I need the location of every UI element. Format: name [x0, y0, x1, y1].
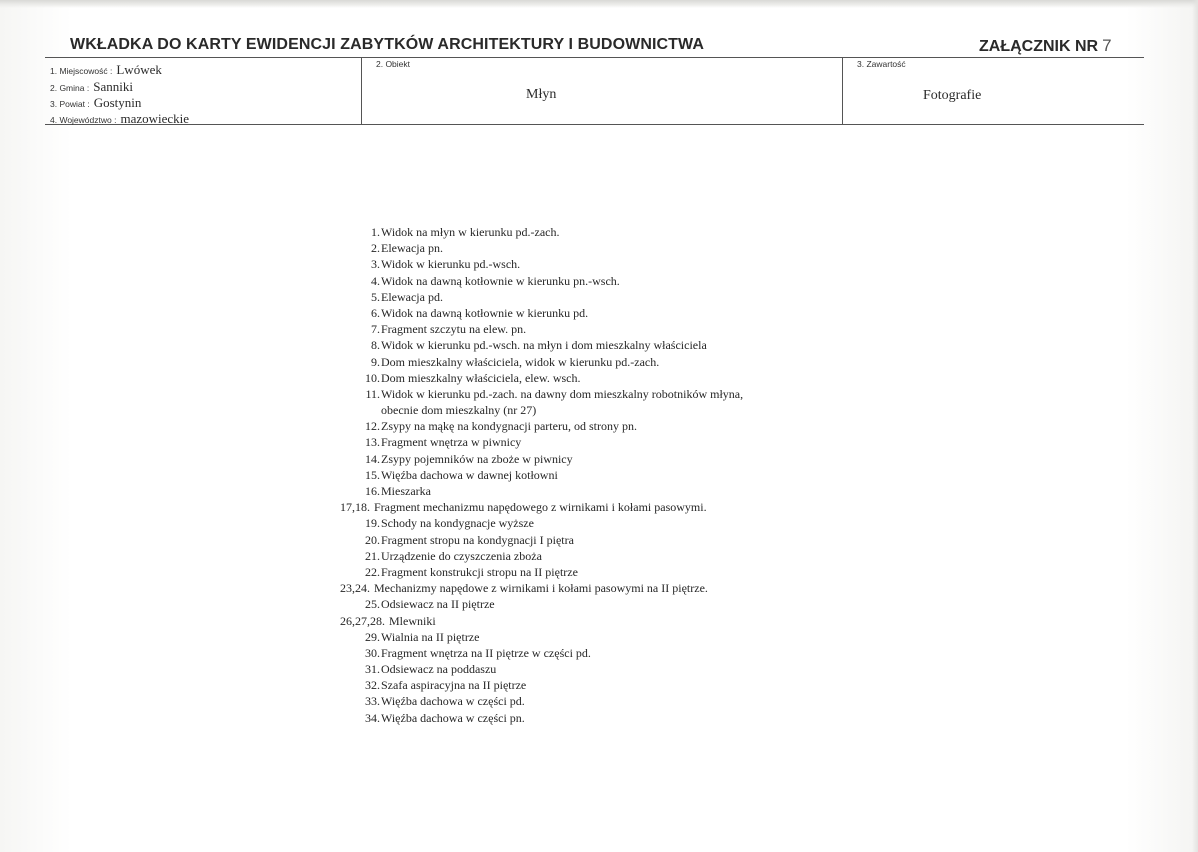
list-item-continuation: [352, 402, 708, 418]
attachment-number: 7: [1102, 36, 1112, 55]
list-item-text: Więźba dachowa w dawnej kotłowni: [381, 467, 558, 482]
list-item-number: 26,27,28.: [340, 613, 385, 628]
list-item-text: Elewacja pd.: [381, 289, 443, 304]
list-item-text: Schody na kondygnacje wyższe: [381, 516, 534, 531]
list-item-number: 25.: [365, 597, 380, 612]
list-item: [352, 532, 708, 548]
list-item-number: 30.: [365, 645, 380, 660]
list-item: [352, 677, 708, 693]
attachment-label-text: ZAŁĄCZNIK NR: [979, 38, 1099, 55]
list-item-text: Fragment wnętrza w piwnicy: [381, 435, 522, 450]
list-item-text: Zsypy na mąkę na kondygnacji parteru, od strony pn.: [381, 419, 637, 434]
list-item-text: Mieszarka: [381, 484, 431, 498]
list-item-number: 34.: [365, 710, 380, 725]
attachment-label: [979, 36, 1112, 56]
list-item-text: Zsypy pojemników na zboże w piwnicy: [381, 451, 573, 466]
column-divider-1: [361, 57, 362, 125]
list-item: [352, 386, 744, 402]
list-item-number: 15.: [365, 467, 380, 482]
list-item: [352, 451, 708, 467]
field-voivodeship: [50, 110, 189, 128]
list-item-number: 3.: [371, 257, 380, 272]
list-item-text: Szafa aspiracyjna na II piętrze: [381, 678, 527, 693]
field-locality: [50, 61, 162, 79]
list-item-number: 29.: [365, 629, 380, 644]
list-item-number: 10.: [365, 370, 380, 385]
list-item: [352, 273, 708, 289]
list-item: [352, 693, 708, 709]
list-item-number: 17,18.: [340, 500, 370, 515]
header-rule: [45, 57, 1144, 58]
list-item-number: 23,24.: [340, 581, 370, 596]
list-item: [352, 305, 708, 321]
list-item: [352, 467, 708, 483]
field-county-value: Gostynin: [93, 95, 142, 110]
scan-edge-right: [1192, 0, 1198, 852]
field-locality-value: Lwówek: [116, 62, 162, 77]
list-item: [352, 256, 708, 272]
list-item: [340, 499, 708, 515]
list-item-text: Fragment konstrukcji stropu na II piętrze: [381, 564, 578, 579]
list-item-text: Odsiewacz na poddaszu: [381, 662, 497, 677]
list-item-number: 5.: [371, 289, 380, 304]
list-item-text: Dom mieszkalny właściciela, widok w kierunku pd.-zach.: [381, 354, 660, 369]
list-item-text: Więźba dachowa w części pd.: [381, 694, 525, 709]
list-item-text: Mlewniki: [389, 613, 436, 628]
list-item-number: 7.: [371, 322, 380, 337]
list-item: [352, 564, 708, 580]
list-item: [352, 629, 708, 645]
document-title: WKŁADKA DO KARTY EWIDENCJI ZABYTKÓW ARCHITEKTURY I BUDOWNICTWA: [70, 36, 705, 53]
list-item-text: Widok na dawną kotłownie w kierunku pn.-wsch.: [381, 273, 620, 288]
object-value: Młyn: [526, 87, 557, 102]
list-item-number: 6.: [371, 305, 380, 320]
list-item: [352, 483, 708, 499]
list-item: [352, 370, 708, 386]
list-item-text: Fragment mechanizmu napędowego z wirnikami i kołami pasowymi.: [374, 500, 707, 515]
list-item-text: Wialnia na II piętrze: [381, 629, 480, 644]
field-county-label: 3. Powiat :: [50, 99, 90, 109]
list-item: [352, 434, 708, 450]
list-item-text: Widok na młyn w kierunku pd.-zach.: [381, 225, 560, 239]
list-item-number: 22.: [365, 564, 380, 579]
list-item-number: 1.: [371, 225, 380, 239]
list-item-number: 13.: [365, 435, 380, 450]
list-item: [340, 613, 708, 629]
list-item-number: 20.: [365, 532, 380, 547]
list-item: [352, 596, 708, 612]
list-item-text: Urządzenie do czyszczenia zboża: [381, 548, 542, 563]
list-item-text: Widok w kierunku pd.-zach. na dawny dom mieszkalny robotników młyna,: [381, 386, 744, 401]
list-item-text: Fragment stropu na kondygnacji I piętra: [381, 532, 574, 547]
list-item: [352, 661, 708, 677]
list-item: [352, 321, 708, 337]
content-value: Fotografie: [923, 88, 982, 103]
list-item-text: Widok na dawną kotłownie w kierunku pd.: [381, 305, 589, 320]
list-item-number: 31.: [365, 662, 380, 677]
field-commune-label: 2. Gmina :: [50, 83, 90, 93]
list-item-text: Widok w kierunku pd.-wsch. na młyn i dom mieszkalny właściciela: [381, 338, 707, 353]
list-item-number: 32.: [365, 678, 380, 693]
list-item: [352, 548, 708, 564]
list-item-text: Fragment szczytu na elew. pn.: [381, 322, 527, 337]
list-item-number: 4.: [371, 273, 380, 288]
list-item: [352, 515, 708, 531]
list-item: [352, 418, 708, 434]
list-item-text: Mechanizmy napędowe z wirnikami i kołami pasowymi na II piętrze.: [374, 581, 708, 596]
scan-edge-top: [0, 0, 1198, 8]
list-item-text: Elewacja pn.: [381, 241, 443, 256]
field-voivodeship-label: 4. Województwo :: [50, 115, 117, 125]
list-item: [352, 337, 708, 353]
list-item: [352, 645, 708, 661]
list-item-number: 14.: [365, 451, 380, 466]
list-item-text: obecnie dom mieszkalny (nr 27): [381, 403, 537, 418]
list-item-number: 19.: [365, 516, 380, 531]
list-item-text: Fragment wnętrza na II piętrze w części pd.: [381, 645, 591, 660]
content-label: 3. Zawartość: [857, 59, 906, 69]
list-item-text: Odsiewacz na II piętrze: [381, 597, 495, 612]
list-item: [352, 224, 708, 240]
column-divider-2: [842, 57, 843, 125]
form-bottom-rule: [45, 124, 1144, 125]
list-item: [352, 710, 708, 726]
list-item-number: 9.: [371, 354, 380, 369]
list-item-number: 16.: [365, 484, 380, 498]
list-item-text: Więźba dachowa w części pn.: [381, 710, 525, 725]
field-voivodeship-value: mazowieckie: [120, 111, 190, 126]
list-item: [340, 580, 708, 596]
list-item-number: 33.: [365, 694, 380, 709]
list-item: [352, 354, 708, 370]
object-label: 2. Obiekt: [376, 59, 411, 69]
field-commune-value: Sanniki: [93, 79, 133, 94]
list-item-text: Dom mieszkalny właściciela, elew. wsch.: [381, 370, 581, 385]
field-locality-label: 1. Miejscowość :: [50, 66, 113, 76]
list-item-number: 11.: [365, 386, 380, 401]
list-item-number: 12.: [365, 419, 380, 434]
list-item-number: 21.: [365, 548, 380, 563]
list-item: [352, 240, 708, 256]
list-item-number: 8.: [371, 338, 380, 353]
list-item-text: Widok w kierunku pd.-wsch.: [381, 257, 521, 272]
list-item: [352, 289, 708, 305]
list-item-number: 2.: [371, 241, 380, 256]
photo-list: [340, 224, 744, 726]
